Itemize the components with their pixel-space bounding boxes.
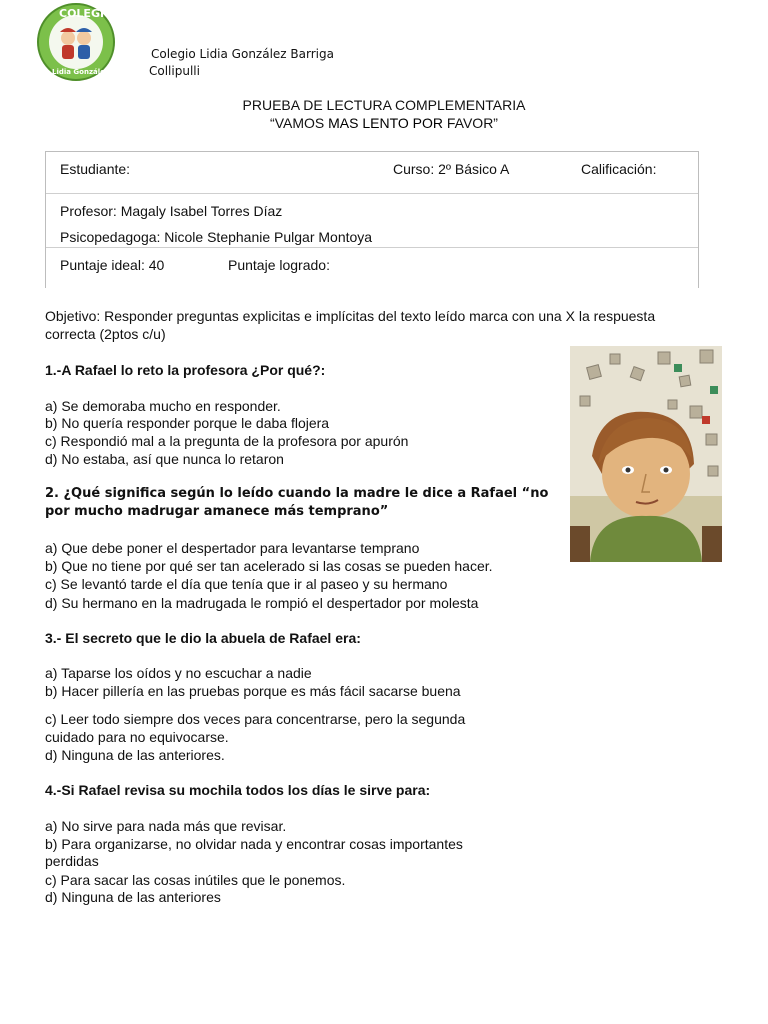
test-subtitle bbox=[0, 115, 768, 132]
q4-option-b[interactable]: b) Para organizarse, no olvidar nada y encontrar cosas importantes bbox=[45, 836, 463, 852]
school-logo bbox=[36, 2, 116, 82]
question-2-line-1: 2. ¿Qué significa según lo leído cuando la madre le dice a Rafael “no bbox=[45, 486, 549, 501]
q1-option-c[interactable]: c) Respondió mal a la pregunta de la profesora por apurón bbox=[45, 433, 409, 449]
row-divider bbox=[46, 247, 698, 248]
q2-option-d[interactable]: d) Su hermano en la madrugada le rompió el despertador por molesta bbox=[45, 595, 479, 611]
q1-option-b[interactable]: b) No quería responder porque le daba flojera bbox=[45, 415, 330, 431]
book-cover-illustration bbox=[570, 346, 722, 562]
psychopedagogue-name: Psicopedagoga: Nicole Stephanie Pulgar Montoya bbox=[60, 229, 373, 245]
school-info bbox=[151, 46, 334, 80]
q1-option-a[interactable]: a) Se demoraba mucho en responder. bbox=[45, 398, 281, 414]
q3-option-c[interactable]: c) Leer todo siempre dos veces para concentrarse, pero la segunda bbox=[45, 711, 466, 727]
svg-text:COLEGIO: COLEGIO bbox=[59, 7, 114, 20]
achieved-score: Puntaje logrado: bbox=[228, 257, 330, 273]
question-4: 4.-Si Rafael revisa su mochila todos los días le sirve para: bbox=[45, 782, 431, 798]
student-info-table bbox=[45, 151, 699, 288]
q3-option-c-continued: cuidado para no equivocarse. bbox=[45, 729, 229, 745]
q3-option-a[interactable]: a) Taparse los oídos y no escuchar a nadie bbox=[45, 665, 312, 681]
grade-label: Calificación: bbox=[581, 161, 657, 177]
test-title: PRUEBA DE LECTURA COMPLEMENTARIA bbox=[242, 97, 526, 113]
subtitle-mid: MAS LENTO POR bbox=[328, 115, 443, 131]
course-label: Curso: 2º Básico A bbox=[393, 161, 510, 177]
question-2-line-2: por mucho madrugar amanece más temprano” bbox=[45, 504, 389, 519]
q4-option-b-continued: perdidas bbox=[45, 853, 99, 869]
q2-option-b[interactable]: b) Que no tiene por qué ser tan acelerado si las cosas se pueden hacer. bbox=[45, 558, 493, 574]
teacher-name: Profesor: Magaly Isabel Torres Díaz bbox=[60, 203, 283, 219]
svg-text:Lidia González: Lidia González bbox=[52, 68, 109, 76]
q1-option-d[interactable]: d) No estaba, así que nunca lo retaron bbox=[45, 451, 284, 467]
subtitle-open: “VAMOS bbox=[270, 115, 329, 131]
objective-line-1: Objetivo: Responder preguntas explicitas e implícitas del texto leído marca con una X la respuesta bbox=[45, 308, 656, 324]
q3-option-d[interactable]: d) Ninguna de las anteriores. bbox=[45, 747, 225, 763]
q4-option-a[interactable]: a) No sirve para nada más que revisar. bbox=[45, 818, 287, 834]
q2-option-c[interactable]: c) Se levantó tarde el día que tenía que ir al paseo y su hermano bbox=[45, 576, 448, 592]
school-name: Colegio Lidia González Barriga bbox=[151, 47, 334, 61]
ideal-score: Puntaje ideal: 40 bbox=[60, 257, 165, 273]
subtitle-end: FAVOR” bbox=[443, 115, 498, 131]
school-city: Collipulli bbox=[149, 64, 200, 78]
objective-line-2: correcta (2ptos c/u) bbox=[45, 326, 166, 342]
question-3: 3.- El secreto que le dio la abuela de Rafael era: bbox=[45, 630, 361, 646]
row-divider bbox=[46, 193, 698, 194]
q3-option-b[interactable]: b) Hacer pillería en las pruebas porque es más fácil sacarse buena bbox=[45, 683, 461, 699]
question-1: 1.-A Rafael lo reto la profesora ¿Por qué?: bbox=[45, 362, 326, 378]
student-label: Estudiante: bbox=[60, 161, 131, 177]
q4-option-c[interactable]: c) Para sacar las cosas inútiles que le ponemos. bbox=[45, 872, 346, 888]
q2-option-a[interactable]: a) Que debe poner el despertador para levantarse temprano bbox=[45, 540, 420, 556]
q4-option-d[interactable]: d) Ninguna de las anteriores bbox=[45, 889, 221, 905]
